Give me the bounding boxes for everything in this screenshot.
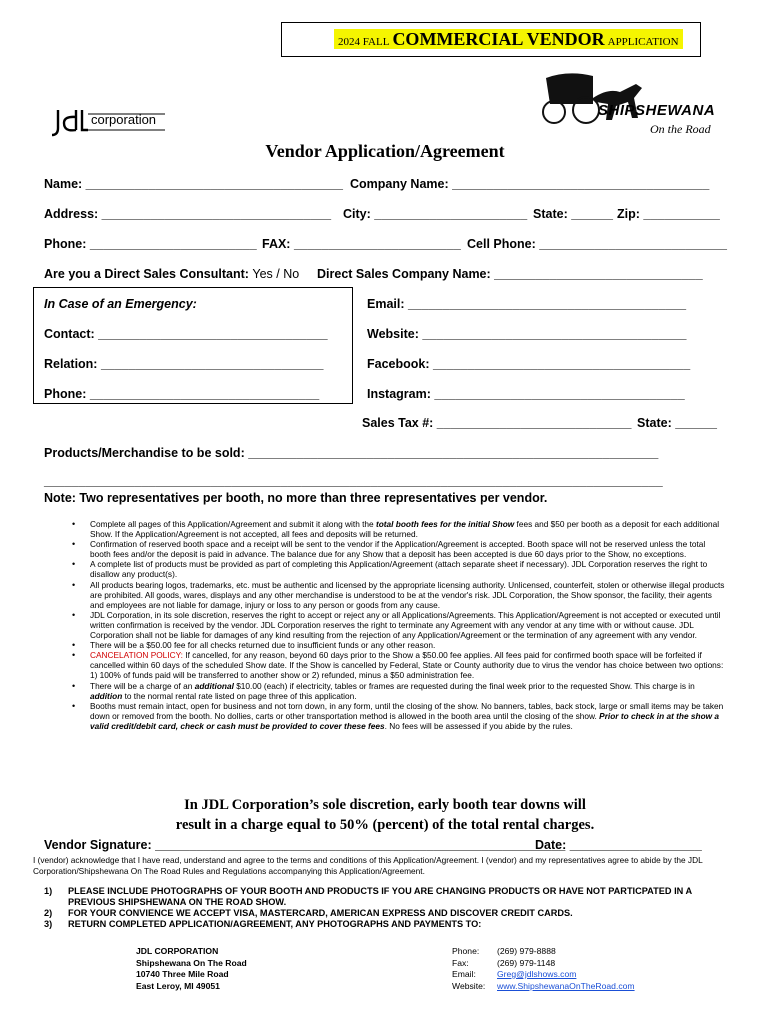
bullet-emphasis: total booth fees for the initial Show (375, 519, 515, 529)
list-text: FOR YOUR CONVIENCE WE ACCEPT VISA, MASTERCARD, AMERICAN EXPRESS AND DISCOVER CREDIT CARDS. (68, 908, 573, 918)
list-item: • All products bearing logos, trademarks, etc. must be authentic and licensed by the appropriate licensing authority. Unlicensed, counterfeit, stolen or otherwise illegal products are prohibited. All goods, wares, displays and any other merchandise is understood to be at the vendor's risk. JDL Corporation, the Show sponsor, the facility, their agents and employees are not liable for damage, injury or loss to any person or goods from any cause. (72, 580, 726, 610)
bullet-text: Complete all pages of this Application/Agreement and submit it along with the (90, 519, 376, 529)
title-prefix: 2024 FALL (338, 36, 390, 48)
tear-down-line-1: In JDL Corporation’s sole discretion, early booth tear downs will (184, 797, 586, 813)
contact-field[interactable]: Contact: _________________________________ (44, 327, 328, 341)
bullet-text: to the normal rental rate listed on page three of this application. (122, 690, 357, 701)
sales-tax-field[interactable]: Sales Tax #: ____________________________ (362, 416, 632, 430)
bullet-text: If cancelled, for any reason, beyond 60 days prior to the Show a $50.00 fee applies. All fees paid for confirmed booth space will be forfeited if cancelled within 60 days of the scheduled Show date. If the Show is cancelled by Federal, State or County authority due to virus the vendor has choice between two options: 1) 100% of funds paid will be transferred to another show or 2) refunded, minus a $50 administration fee. (90, 650, 724, 681)
company-name-field[interactable]: Company Name: _____________________________________ (350, 177, 710, 191)
address-line: East Leroy, MI 49051 (136, 980, 220, 991)
bullet-text: $10.00 (each) if electricity, tables or frames are requested during the final week prior to the requested Show. This charge is in (233, 680, 695, 691)
title-main: COMMERCIAL VENDOR (392, 29, 605, 49)
phone-value: (269) 979-8888 (497, 946, 556, 956)
list-item (44, 886, 724, 908)
list-item: • Confirmation of reserved booth space and a receipt will be sent to the vendor if the Application/Agreement is accepted. Booth space will not be reserved unless the total booth fees and/or the deposit is paid in advance. The balance due for any Show that a deposit has been accepted is due 60 days prior to the Show, no exceptions. (72, 539, 726, 559)
phone-field[interactable]: Phone: ________________________ (44, 237, 257, 251)
instructions-list (44, 886, 724, 930)
fax-field[interactable]: FAX: ________________________ (262, 237, 461, 251)
list-number: 3) (44, 919, 53, 929)
email-label: Email: (452, 969, 476, 979)
email-link[interactable]: Greg@jdlshows.com (497, 969, 577, 979)
emergency-phone-field[interactable]: Phone: _________________________________ (44, 387, 320, 401)
list-text: RETURN COMPLETED APPLICATION/AGREEMENT, ANY PHOTOGRAPHS AND PAYMENTS TO: (68, 919, 482, 929)
bullet-text: . No fees will be assessed if you abide by the rules. (384, 720, 573, 731)
website-label: Website: (452, 980, 486, 991)
state-field[interactable]: State: ______ (533, 207, 613, 221)
date-field[interactable]: Date: ___________________ (535, 838, 702, 852)
shipshewana-tagline: On the Road (650, 122, 711, 136)
tear-down-line-2: result in a charge equal to 50% (percent) of the total rental charges. (175, 817, 595, 833)
list-item (72, 681, 726, 701)
cell-phone-field[interactable]: Cell Phone: ___________________________ (467, 237, 727, 251)
list-item: • A complete list of products must be provided as part of completing this Application/Agreement (attach separate sheet if necessary). JDL Corporation reserves the right to disallow any product(s). (72, 559, 726, 579)
title-box (281, 22, 701, 57)
products-extra-line[interactable]: _________________________________________________________________________________________ (44, 474, 663, 488)
list-item: • There will be a $50.00 fee for all checks returned due to insufficient funds or any other reason. (72, 640, 726, 650)
bullet-text: Booths must remain intact, open for business and not torn down, in any form, until the closing of the show. No banners, tables, back stock, large or small items may be taken down or removed from the booth. No dollies, carts or other transportation method is allowed in the booth area until the closing of the show. (90, 700, 724, 721)
bullet-text: There will be a charge of an (90, 680, 195, 691)
sales-tax-state-field[interactable]: State: ______ (637, 416, 717, 430)
fax-value: (269) 979-1148 (497, 957, 556, 968)
bullet-emphasis: additional (194, 680, 234, 691)
representatives-note: Note: Two representatives per booth, no more than three representatives per vendor. (44, 491, 548, 505)
direct-sales-company-field[interactable]: Direct Sales Company Name: ______________________________ (317, 267, 703, 281)
list-number: 1) (44, 886, 53, 896)
address-line: Shipshewana On The Road (136, 957, 247, 968)
jdl-logo-text: corporation (91, 112, 157, 127)
list-item (44, 919, 724, 930)
instagram-field[interactable]: Instagram: ____________________________________ (367, 387, 685, 401)
address-line: 10740 Three Mile Road (136, 969, 229, 979)
products-field[interactable]: Products/Merchandise to be sold: ___________________________________________________________ (44, 446, 659, 460)
shipshewana-logo (538, 68, 718, 138)
terms-list (72, 519, 726, 731)
list-text: PLEASE INCLUDE PHOTOGRAPHS OF YOUR BOOTH AND PRODUCTS IF YOU ARE CHANGING PRODUCTS OR HAVE NOT PARTICPATED IN A PREVIOUS SHIPSHEWANA ON THE ROAD SHOW. (68, 886, 692, 907)
name-field[interactable]: Name: _____________________________________ (44, 177, 343, 191)
shipshewana-name: SHIPSHEWANA (598, 102, 716, 119)
facebook-field[interactable]: Facebook: _____________________________________ (367, 357, 691, 371)
cancelation-policy-label: CANCELATION POLICY: (90, 650, 183, 661)
list-number: 2) (44, 908, 53, 918)
city-field[interactable]: City: ______________________ (343, 207, 528, 221)
website-link[interactable]: www.ShipshewanaOnTheRoad.com (497, 980, 635, 991)
direct-sales-label: Are you a Direct Sales Consultant: (44, 267, 249, 281)
website-field[interactable]: Website: ______________________________________ (367, 327, 687, 341)
contact-labels (452, 946, 485, 992)
bullet-emphasis: Prior to check in at the show a valid credit/debit card, check or cash must be provided to cover these fees (90, 710, 720, 731)
fax-label: Fax: (452, 957, 469, 968)
tear-down-warning (0, 795, 770, 835)
list-item: • JDL Corporation, in its sole discretion, reserves the right to accept or reject any or all Applications/Agreements. This Application/Agreement is not accepted or executed until written confirmation is received by the vendor. JDL Corporation reserves the right to terminate any Agreement with any vendor at any time with or without cause. JDL Corporation shall not be liable for damages of any kind resulting from the rejection of any Application/Agreement or the termination of any agreement with any vendor. (72, 610, 726, 640)
direct-sales-question (44, 267, 299, 281)
jdl-logo (52, 104, 167, 138)
document-heading: Vendor Application/Agreement (265, 141, 505, 161)
title-suffix: APPLICATION (607, 36, 679, 48)
email-field[interactable]: Email: ________________________________________ (367, 297, 687, 311)
mailing-address (136, 946, 247, 992)
address-line: JDL CORPORATION (136, 946, 219, 956)
list-item (72, 519, 726, 539)
phone-label: Phone: (452, 946, 480, 956)
list-item (72, 701, 726, 731)
relation-field[interactable]: Relation: ________________________________ (44, 357, 324, 371)
list-item (72, 650, 726, 680)
bullet-emphasis: addition (90, 690, 123, 701)
vendor-signature-field[interactable]: Vendor Signature: ___________________________________________________________ (44, 838, 566, 852)
direct-sales-options[interactable]: Yes / No (252, 267, 300, 281)
emergency-heading: In Case of an Emergency: (44, 297, 197, 311)
address-field[interactable]: Address: _________________________________ (44, 207, 332, 221)
contact-values (497, 946, 635, 992)
zip-field[interactable]: Zip: ___________ (617, 207, 720, 221)
list-item (44, 908, 724, 919)
bullet-text: fees and $50 per booth as a deposit for each additional Show. If the Application/Agreement is not accepted, all fees and deposits will be returned. (90, 519, 720, 540)
title-highlight (334, 29, 683, 49)
acknowledgement-text: I (vendor) acknowledge that I have read, understand and agree to the terms and conditions of this Application/Agreement. I (vendor) and my representatives agree to abide by the JDL Corporation/Shipshewana On The Road Rules and Regulations accompanying this Application/Agreement. (33, 855, 703, 876)
